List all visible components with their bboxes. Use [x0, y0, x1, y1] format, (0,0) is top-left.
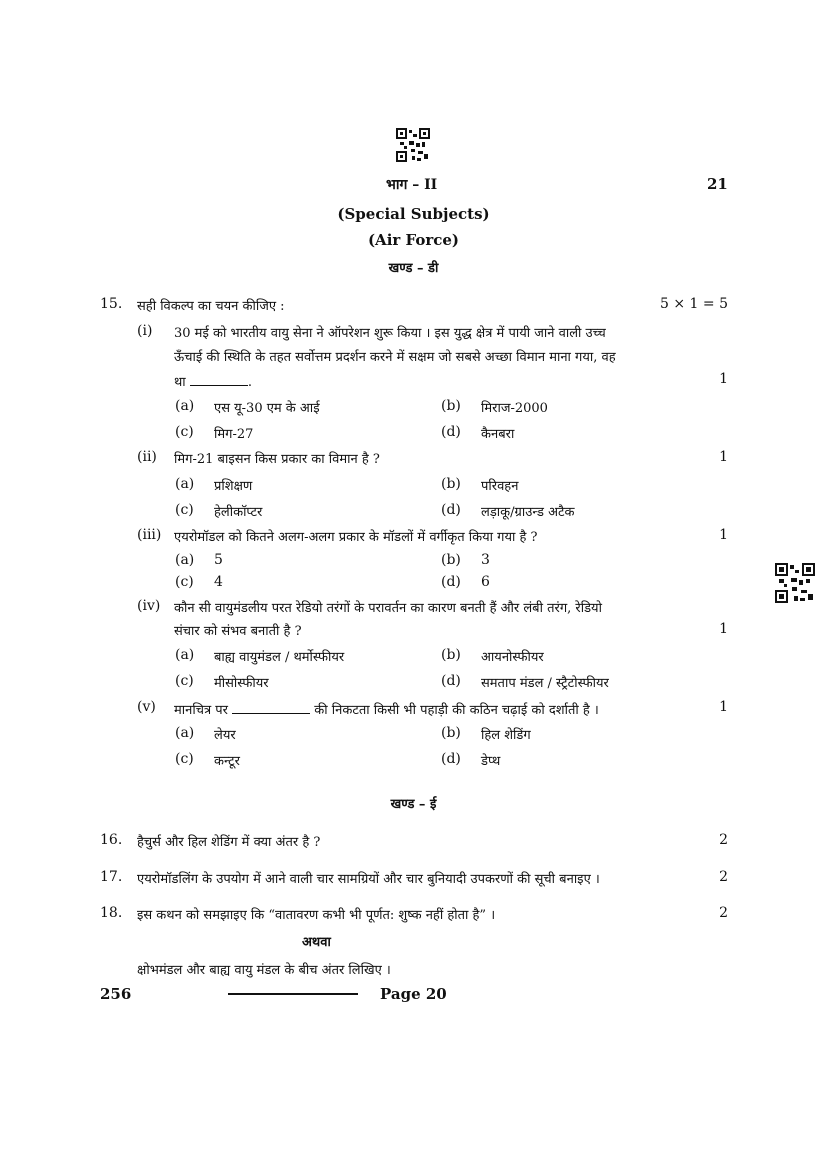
option-label: (d)	[441, 502, 461, 518]
question-number: 15.	[100, 296, 123, 312]
footer-page-label: Page 20	[380, 985, 447, 1003]
alternative-question-text: क्षोभमंडल और बाह्य वायु मंडल के बीच अंतर लिखिए ।	[137, 963, 391, 978]
option-label: (c)	[175, 502, 194, 518]
option-text: मिराज-2000	[481, 401, 548, 416]
part-label: (iii)	[137, 527, 162, 543]
option-text: बाह्य वायुमंडल / थर्मोस्फीयर	[214, 650, 345, 665]
part-text: संचार को संभव बनाती है ?	[174, 624, 302, 639]
option-label: (a)	[175, 725, 195, 741]
qr-code-side	[775, 563, 815, 603]
part-text: 30 मई को भारतीय वायु सेना ने ऑपरेशन शुरू किया । इस युद्ध क्षेत्र में पायी जाने वाली उच्च	[174, 326, 606, 341]
option-label: (a)	[175, 552, 195, 568]
option-label: (b)	[441, 476, 461, 492]
option-label: (a)	[175, 476, 195, 492]
part-text: था	[174, 375, 186, 390]
option-label: (a)	[175, 398, 195, 414]
option-label: (c)	[175, 751, 194, 767]
question-marks: 2	[719, 869, 728, 885]
option-text: प्रशिक्षण	[214, 479, 253, 494]
option-text: कैनबरा	[481, 427, 515, 442]
option-label: (b)	[441, 552, 461, 568]
option-label: (d)	[441, 574, 461, 590]
part-text: एयरोमॉडल को कितने अलग-अलग प्रकार के मॉडलों में वर्गीकृत किया गया है ?	[174, 530, 538, 545]
section-d-heading: खण्ड – डी	[388, 261, 439, 276]
or-separator: अथवा	[302, 935, 331, 950]
fill-in-blank	[232, 699, 310, 714]
option-text: लेयर	[214, 728, 236, 743]
question-text: एयरोमॉडलिंग के उपयोग में आने वाली चार सामग्रियों और चार बुनियादी उपकरणों की सूची बनाइए ।	[137, 872, 600, 887]
part-text: कौन सी वायुमंडलीय परत रेडियो तरंगों के परावर्तन का कारण बनती हैं और लंबी तरंग, रेडियो	[174, 601, 602, 616]
option-text: परिवहन	[481, 479, 519, 494]
question-text: हैचुर्स और हिल शेडिंग में क्या अंतर है ?	[137, 835, 321, 850]
part-text: मानचित्र पर	[174, 703, 228, 718]
part-text: .	[247, 375, 252, 390]
option-text: एस यू-30 एम के आई	[214, 401, 320, 416]
option-text: आयनोस्फीयर	[481, 650, 544, 665]
option-text: हिल शेडिंग	[481, 728, 531, 743]
section-e-heading: खण्ड – ई	[390, 797, 437, 812]
option-text: समताप मंडल / स्ट्रैटोस्फीयर	[481, 676, 609, 691]
question-number: 17.	[100, 869, 123, 885]
part-label: (v)	[137, 699, 156, 715]
part-marks: 1	[719, 527, 728, 543]
part-marks: 1	[719, 699, 728, 715]
part-text: की निकटता किसी भी पहाड़ी की कठिन चढ़ाई को दर्शाती है ।	[314, 703, 599, 718]
option-label: (b)	[441, 647, 461, 663]
option-label: (c)	[175, 424, 194, 440]
option-text: लड़ाकू/ग्राउन्ड अटैक	[481, 505, 575, 520]
option-text: 5	[214, 552, 223, 568]
subject-title: (Air Force)	[367, 231, 460, 249]
option-label: (d)	[441, 424, 461, 440]
option-text: मिग-27	[214, 427, 254, 442]
option-label: (d)	[441, 673, 461, 689]
option-label: (d)	[441, 751, 461, 767]
question-marks: 5 × 1 = 5	[660, 296, 728, 312]
option-text: 6	[481, 574, 490, 590]
option-text: मीसोस्फीयर	[214, 676, 269, 691]
question-marks: 2	[719, 905, 728, 921]
question-number: 18.	[100, 905, 123, 921]
question-instruction: सही विकल्प का चयन कीजिए :	[137, 299, 285, 314]
part-text: मिग-21 बाइसन किस प्रकार का विमान है ?	[174, 452, 380, 467]
part-marks: 1	[719, 371, 728, 387]
part-label: (iv)	[137, 598, 161, 614]
qr-code-top	[396, 128, 430, 162]
part-marks: 1	[719, 449, 728, 465]
question-marks: 2	[719, 832, 728, 848]
part-label: (i)	[137, 323, 153, 339]
question-number: 16.	[100, 832, 123, 848]
paper-code: 256	[100, 985, 132, 1003]
option-text: 4	[214, 574, 223, 590]
subtitle: (Special Subjects)	[337, 205, 490, 223]
part-label: (ii)	[137, 449, 157, 465]
option-text: डेप्थ	[481, 754, 501, 769]
part-marks: 1	[719, 621, 728, 637]
option-label: (b)	[441, 725, 461, 741]
option-label: (c)	[175, 574, 194, 590]
option-text: हेलीकॉप्टर	[214, 505, 263, 520]
part-text-blank-line	[174, 371, 252, 390]
fill-in-blank	[190, 371, 248, 386]
part-text: ऊँचाई की स्थिति के तहत सर्वोत्तम प्रदर्शन करने में सक्षम जो सबसे अच्छा विमान माना गया, वह	[174, 350, 616, 365]
footer-divider	[228, 993, 358, 995]
question-text: इस कथन को समझाइए कि “वातावरण कभी भी पूर्णत: शुष्क नहीं होता है” ।	[137, 908, 496, 923]
option-label: (c)	[175, 673, 194, 689]
part-text-blank-line	[174, 699, 599, 718]
option-text: कन्टूर	[214, 754, 240, 769]
option-label: (a)	[175, 647, 195, 663]
option-text: 3	[481, 552, 490, 568]
page-number: 21	[707, 175, 728, 193]
part-heading: भाग – II	[386, 177, 438, 193]
option-label: (b)	[441, 398, 461, 414]
